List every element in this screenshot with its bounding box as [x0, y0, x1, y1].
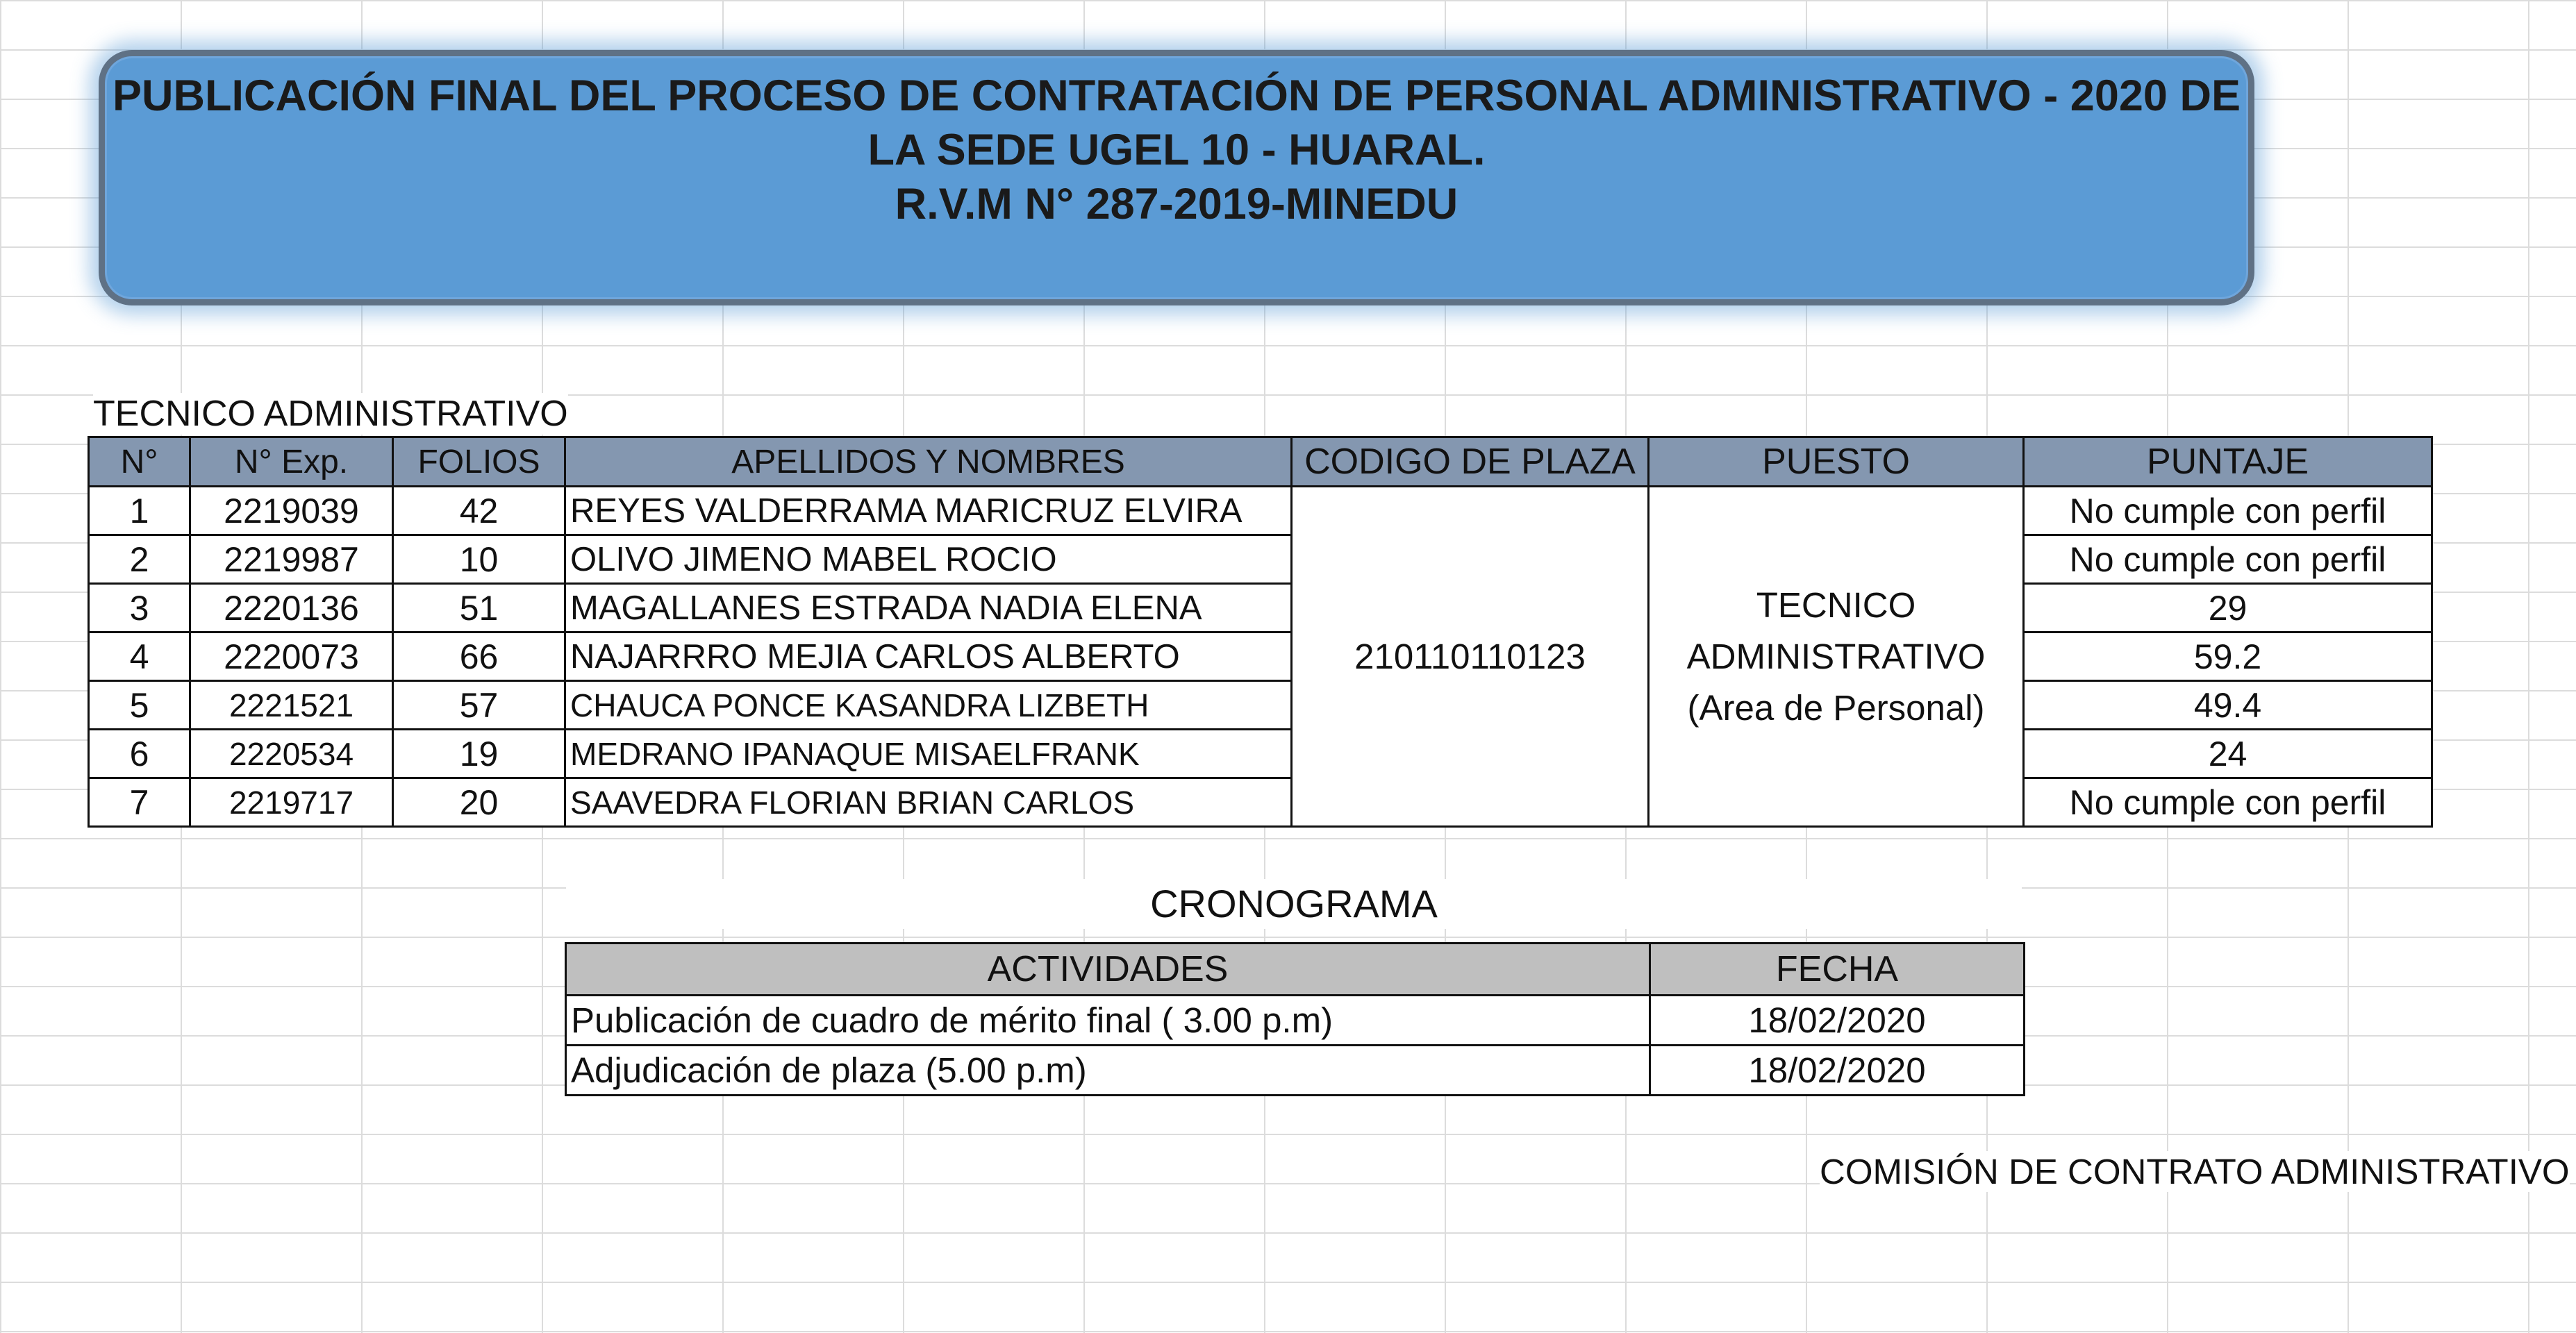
row-folios: 19: [393, 730, 565, 778]
plaza-code-cell: 210110110123: [1292, 487, 1649, 827]
header-names: APELLIDOS Y NOMBRES: [565, 437, 1292, 487]
row-score: 59.2: [2024, 632, 2432, 681]
header-score: PUNTAJE: [2024, 437, 2432, 487]
row-exp: 2220073: [190, 632, 393, 681]
row-folios: 42: [393, 487, 565, 535]
row-name: MEDRANO IPANAQUE MISAELFRANK: [565, 730, 1292, 778]
row-score: No cumple con perfil: [2024, 535, 2432, 584]
row-folios: 51: [393, 584, 565, 632]
section-label: TECNICO ADMINISTRATIVO: [93, 394, 568, 434]
row-name: MAGALLANES ESTRADA NADIA ELENA: [565, 584, 1292, 632]
row-folios: 20: [393, 778, 565, 827]
row-num: 7: [89, 778, 190, 827]
cronograma-header-row: [566, 944, 2025, 996]
row-exp: 2221521: [190, 681, 393, 730]
table-row: [89, 632, 2432, 681]
row-num: 6: [89, 730, 190, 778]
position-line3: (Area de Personal): [1687, 687, 1985, 728]
header-exp: N° Exp.: [190, 437, 393, 487]
row-exp: 2220534: [190, 730, 393, 778]
row-exp: 2219717: [190, 778, 393, 827]
table-row: [89, 730, 2432, 778]
table-header-row: [89, 437, 2432, 487]
row-folios: 57: [393, 681, 565, 730]
position-line1: TECNICO: [1756, 585, 1916, 625]
title-banner: [99, 50, 2254, 305]
table-row: [89, 535, 2432, 584]
row-score: 29: [2024, 584, 2432, 632]
header-date: FECHA: [1650, 944, 2025, 996]
row-name: SAAVEDRA FLORIAN BRIAN CARLOS: [565, 778, 1292, 827]
row-score: No cumple con perfil: [2024, 487, 2432, 535]
row-num: 1: [89, 487, 190, 535]
header-folios: FOLIOS: [393, 437, 565, 487]
header-activities: ACTIVIDADES: [566, 944, 1650, 996]
row-exp: 2220136: [190, 584, 393, 632]
activity-cell: Publicación de cuadro de mérito final ( 3.00 p.m): [566, 996, 1650, 1046]
banner-title-line2: LA SEDE UGEL 10 - HUARAL.: [867, 126, 1486, 174]
cronograma-title: CRONOGRAMA: [566, 879, 2022, 929]
row-exp: 2219987: [190, 535, 393, 584]
position-cell: [1649, 487, 2024, 827]
row-num: 4: [89, 632, 190, 681]
row-folios: 66: [393, 632, 565, 681]
row-num: 2: [89, 535, 190, 584]
row-num: 5: [89, 681, 190, 730]
row-num: 3: [89, 584, 190, 632]
row-score: 24: [2024, 730, 2432, 778]
header-code: CODIGO DE PLAZA: [1292, 437, 1649, 487]
table-row: [89, 584, 2432, 632]
date-cell: 18/02/2020: [1650, 1046, 2025, 1096]
results-table: [88, 436, 2433, 828]
row-name: REYES VALDERRAMA MARICRUZ ELVIRA: [565, 487, 1292, 535]
row-name: CHAUCA PONCE KASANDRA LIZBETH: [565, 681, 1292, 730]
header-position: PUESTO: [1649, 437, 2024, 487]
row-name: NAJARRRO MEJIA CARLOS ALBERTO: [565, 632, 1292, 681]
cronograma-row: [566, 996, 2025, 1046]
header-num: N°: [89, 437, 190, 487]
cronograma-table: [565, 942, 2025, 1096]
commission-signature: COMISIÓN DE CONTRATO ADMINISTRATIVO: [1820, 1152, 2570, 1191]
position-line2: ADMINISTRATIVO: [1686, 636, 1986, 676]
date-cell: 18/02/2020: [1650, 996, 2025, 1046]
row-score: 49.4: [2024, 681, 2432, 730]
row-folios: 10: [393, 535, 565, 584]
row-exp: 2219039: [190, 487, 393, 535]
activity-cell: Adjudicación de plaza (5.00 p.m): [566, 1046, 1650, 1096]
cronograma-row: [566, 1046, 2025, 1096]
banner-title-line3: R.V.M N° 287-2019-MINEDU: [895, 180, 1459, 228]
row-name: OLIVO JIMENO MABEL ROCIO: [565, 535, 1292, 584]
row-score: No cumple con perfil: [2024, 778, 2432, 827]
table-row: [89, 487, 2432, 535]
table-row: [89, 681, 2432, 730]
banner-title-line1: PUBLICACIÓN FINAL DEL PROCESO DE CONTRATACIÓN DE PERSONAL ADMINISTRATIVO - 2020 DE: [113, 72, 2241, 120]
table-row: [89, 778, 2432, 827]
